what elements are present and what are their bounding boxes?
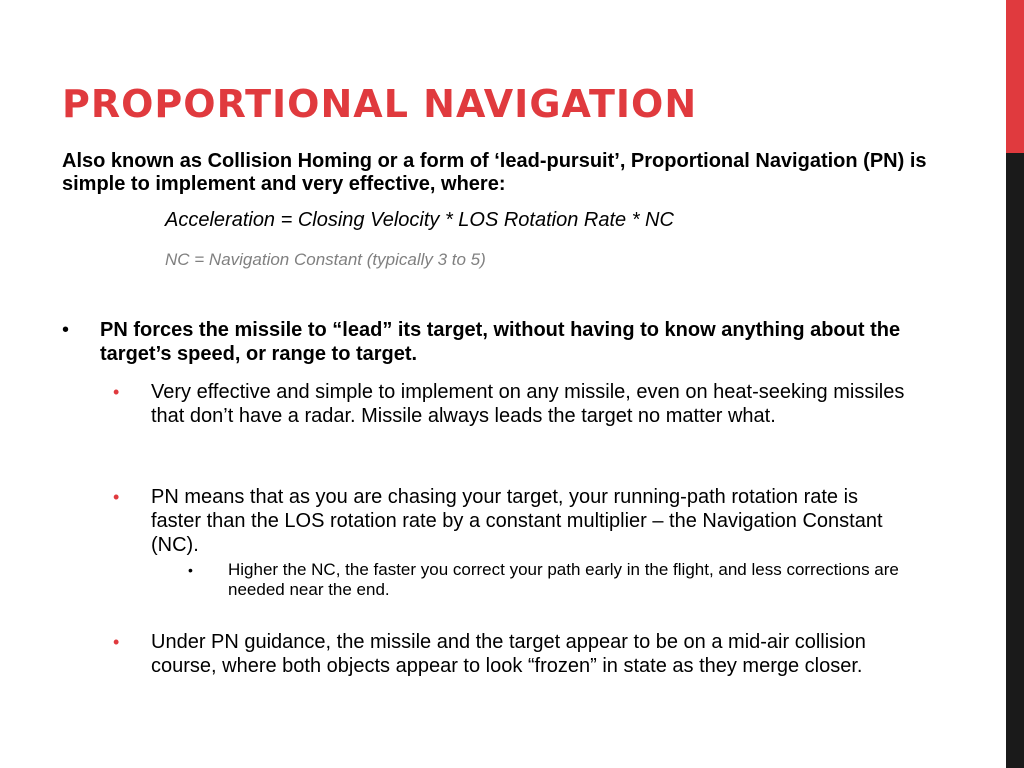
bullet-sub-2-child-text: Higher the NC, the faster you correct your path early in the flight, and less corrections are needed near the end. [228,560,899,599]
bullet-dot-icon: • [113,382,120,402]
bullet-dot-icon: • [62,319,70,341]
accent-bar-dark [1006,153,1024,768]
bullet-sub-1 [113,380,913,428]
bullet-main-text: PN forces the missile to “lead” its target, without having to know anything about the target’s speed, or range to target. [100,319,901,365]
slide-title: PROPORTIONAL NAVIGATION [62,82,698,126]
nc-definition-note: NC = Navigation Constant (typically 3 to 5) [165,250,486,269]
bullet-sub-3-text: Under PN guidance, the missile and the target appear to be on a mid-air collision course, where both objects appear to look “frozen” in state as they merge closer. [151,631,866,677]
bullet-dot-icon: • [188,562,193,578]
bullet-sub-2 [113,485,913,557]
bullet-sub-3 [113,630,913,678]
formula-text: Acceleration = Closing Velocity * LOS Rotation Rate * NC [165,209,674,231]
intro-paragraph: Also known as Collision Homing or a form of ‘lead-pursuit’, Proportional Navigation (PN) is simple to implement and very effective, where: [62,150,927,195]
bullet-dot-icon: • [113,632,120,652]
bullet-sub-1-text: Very effective and simple to implement on any missile, even on heat-seeking missiles that don’t have a radar. Missile always leads the target no matter what. [151,381,905,427]
bullet-main [62,318,902,366]
accent-bar-red [1006,0,1024,153]
bullet-dot-icon: • [113,487,120,507]
bullet-sub-2-text: PN means that as you are chasing your target, your running-path rotation rate is faster than the LOS rotation rate by a constant multiplier – the Navigation Constant (NC). [151,486,883,556]
bullet-sub-2-child [188,560,933,600]
